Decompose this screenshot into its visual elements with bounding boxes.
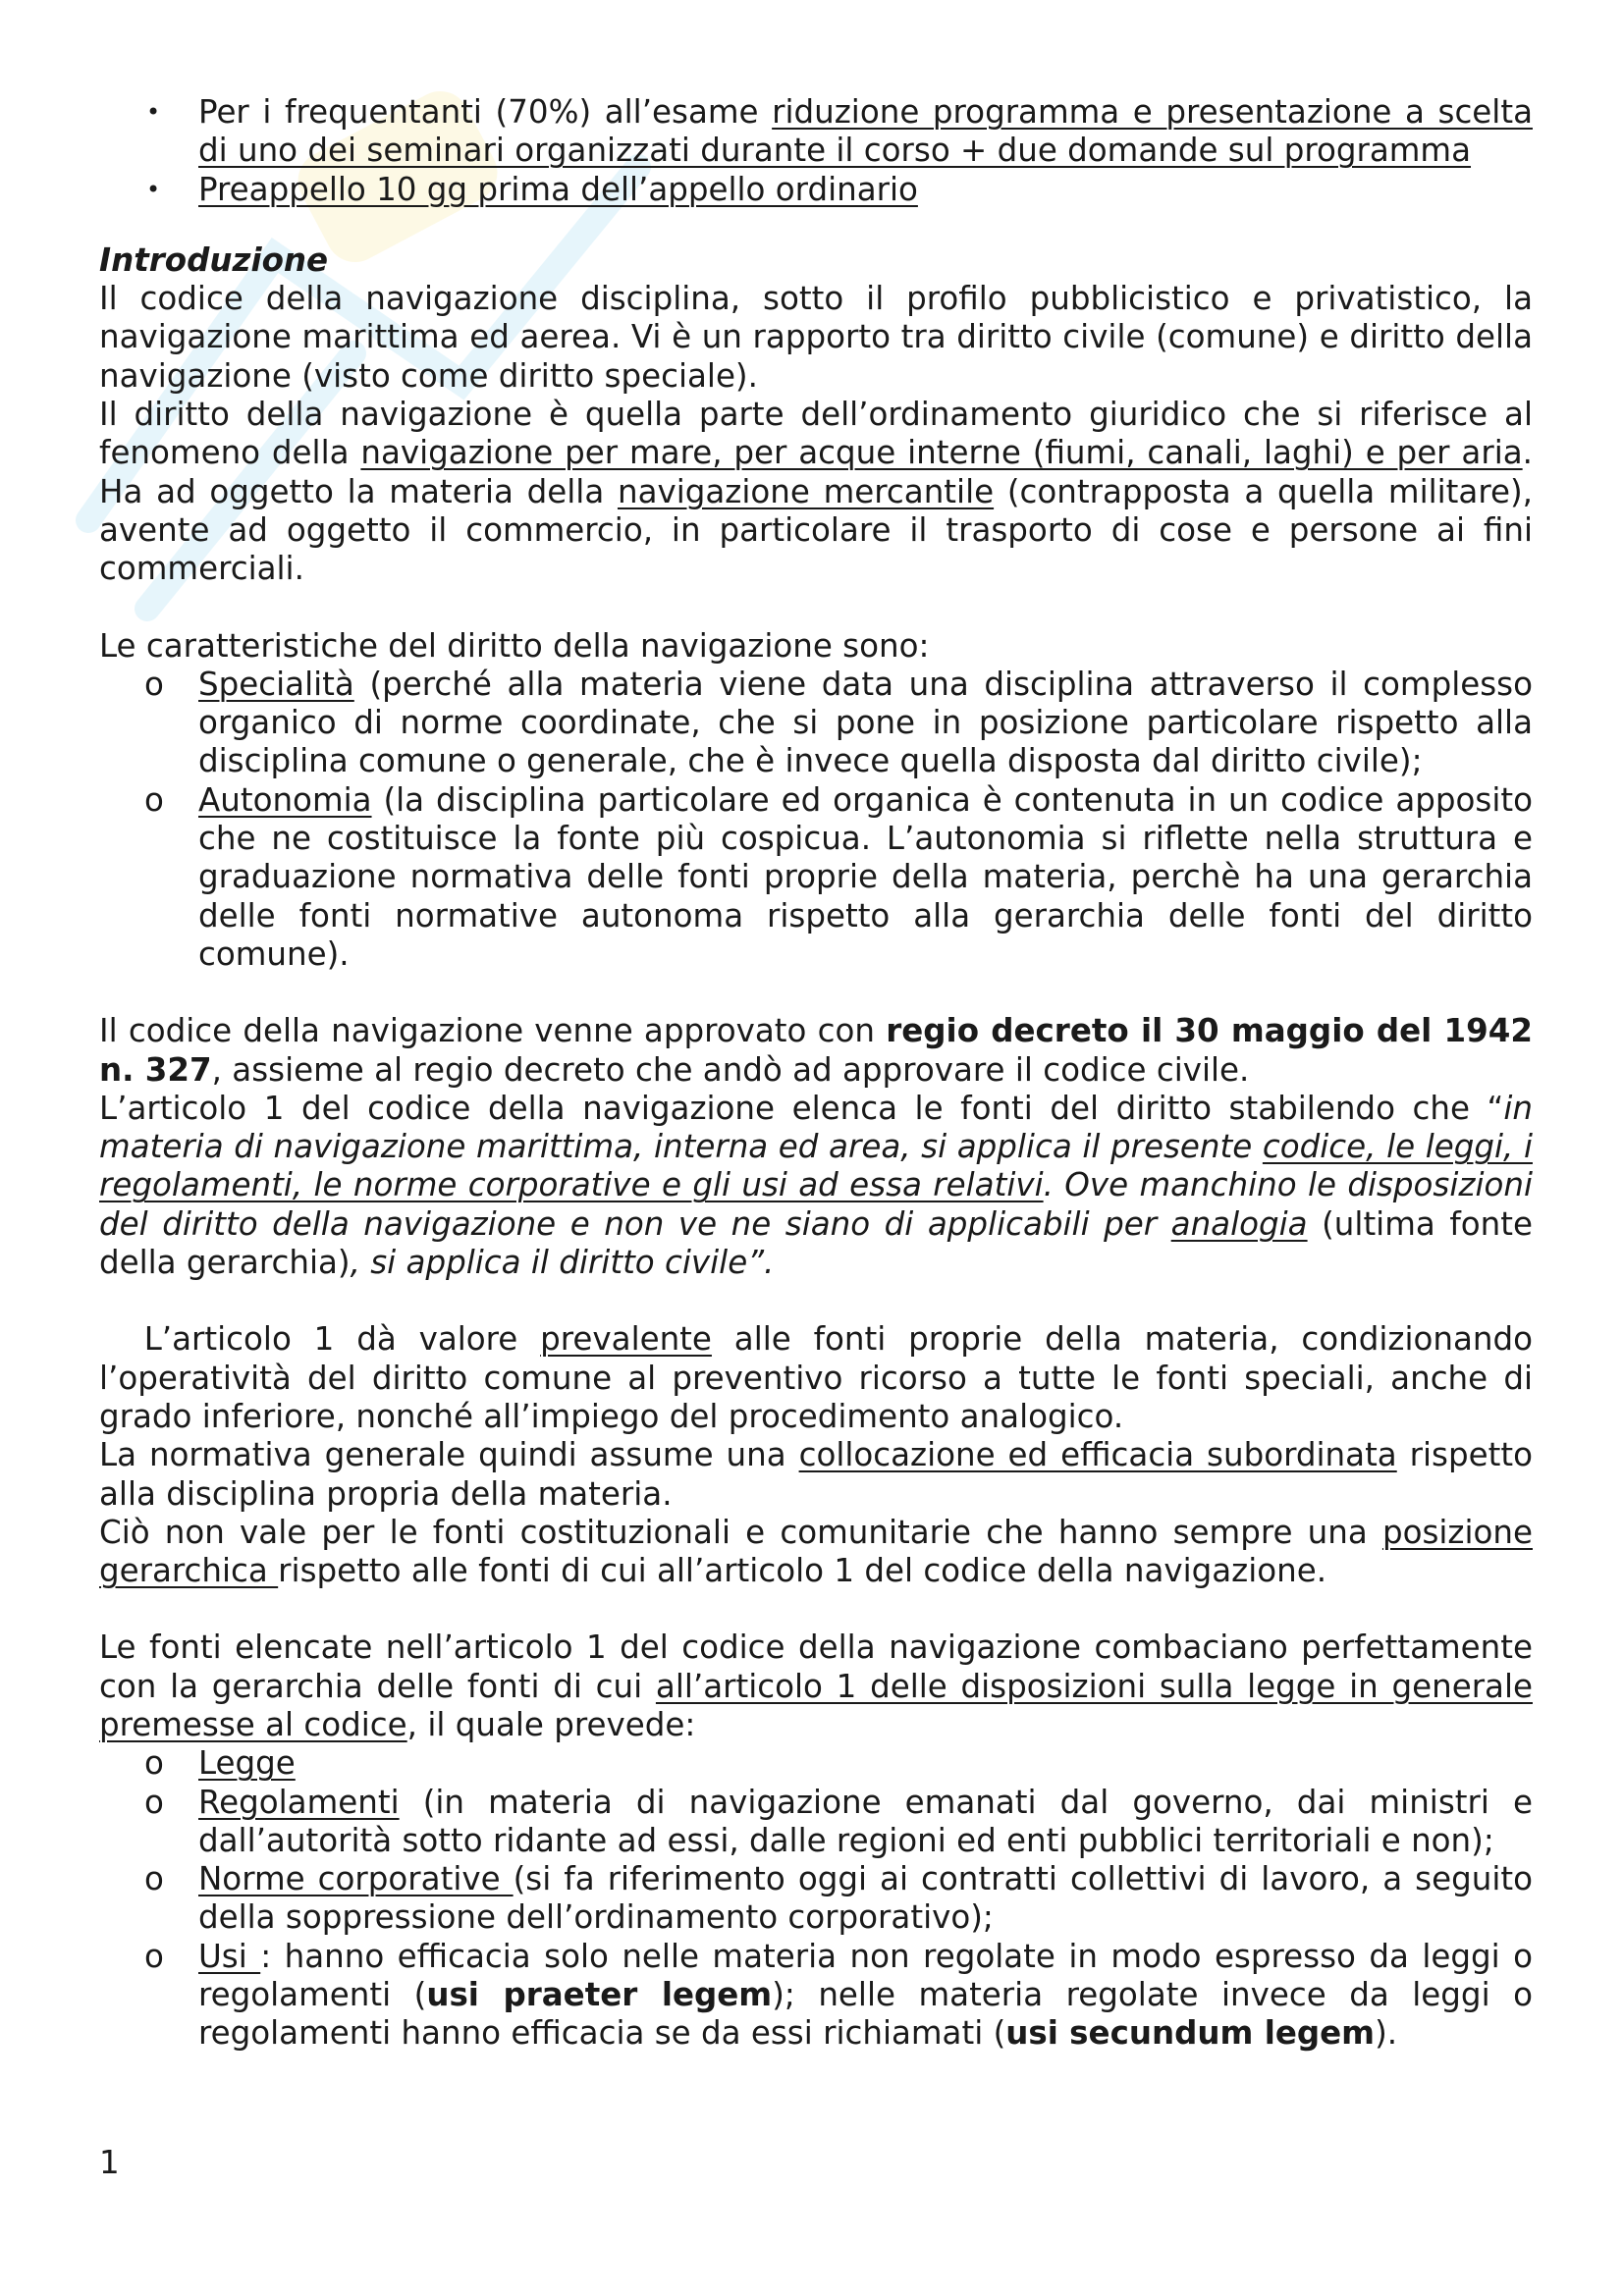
paragraph: L’articolo 1 dà valore prevalente alle fonti proprie della materia, condizionando l’operatività del diritto comune al preventivo ricorso a tutte le fonti speciali, anche di grado inferiore, nonché all’impiego del procedimento analogico. bbox=[99, 1320, 1543, 1435]
document-body bbox=[99, 93, 1543, 2054]
paragraph: Il codice della navigazione venne approvato con regio decreto il 30 maggio del 1942 n. 327, assieme al regio decreto che andò ad approvare il codice civile. bbox=[99, 1012, 1533, 1089]
list-marker: o bbox=[144, 1860, 164, 1898]
bold-text: usi secundum legem bbox=[1005, 2014, 1376, 2053]
bullet-marker: • bbox=[146, 175, 161, 203]
paragraph: L’articolo 1 del codice della navigazione elenca le fonti del diritto stabilendo che “in materia di navigazione marittima, interna ed area, si applica il presente codice, le leggi, i regolamenti, le norme corporative e gli usi ad essa relativi. Ove manchino le disposizioni del diritto della navigazione e non ve ne siano di applicabili per analogia (ultima fonte della gerarchia), si applica il diritto civile”. bbox=[99, 1089, 1533, 1282]
sub-list bbox=[99, 1744, 1533, 2053]
paragraph: Il diritto della navigazione è quella parte dell’ordinamento giuridico che si riferisce al fenomeno della navigazione per mare, per acque interne (fiumi, canali, laghi) e per aria. Ha ad oggetto la materia della navigazione mercantile (contrapposta a quella militare), avente ad oggetto il commercio, in particolare il trasporto di cose e persone ai fini commerciali. bbox=[99, 396, 1533, 588]
bullet-list bbox=[99, 93, 1533, 209]
bold-text: usi praeter legem bbox=[426, 1976, 773, 2014]
paragraph: La normativa generale quindi assume una collocazione ed efficacia subordinata rispetto alla disciplina propria della materia. bbox=[99, 1436, 1533, 1513]
sub-list bbox=[99, 666, 1533, 974]
term: Usi bbox=[198, 1937, 261, 1975]
underlined-text: navigazione per mare, per acque interne (fiumi, canali, laghi) e per aria bbox=[360, 434, 1523, 472]
underlined-text: Preappello 10 gg prima dell’appello ordinario bbox=[198, 170, 918, 208]
list-item bbox=[99, 93, 1533, 171]
bullet-text: Per i frequentanti (70%) all’esame bbox=[198, 93, 773, 131]
underlined-text: analogia bbox=[1170, 1204, 1308, 1243]
section-heading: Introduzione bbox=[99, 240, 329, 279]
term: Norme corporative bbox=[198, 1860, 514, 1898]
list-item: o Autonomia (la disciplina particolare ed organica è contenuta in un codice apposito che ne costituisce la fonte più cospicua. L’autonomia si riflette nella struttura e graduazione normativa delle fonti proprie della materia, perchè ha una gerarchia delle fonti normative autonoma rispetto alla gerarchia delle fonti del diritto comune). bbox=[144, 780, 1533, 973]
underlined-text: collocazione ed efficacia subordinata bbox=[798, 1436, 1397, 1474]
underlined-text: codice, le leggi, i regolamenti, le norme corporative e gli usi ad essa relativi bbox=[99, 1128, 1533, 1204]
list-item: o Specialità (perché alla materia viene data una disciplina attraverso il complesso organico di norme coordinate, che si pone in posizione particolare rispetto alla disciplina comune o generale, che è invece quella disposta dal diritto civile); bbox=[144, 665, 1533, 780]
list-item bbox=[99, 171, 1533, 209]
underlined-text: navigazione mercantile bbox=[617, 472, 995, 510]
list-marker: o bbox=[144, 1783, 164, 1821]
bullet-marker: • bbox=[146, 98, 161, 126]
list-marker: o bbox=[144, 1744, 164, 1783]
term: Legge bbox=[198, 1744, 296, 1783]
underlined-text: all’articolo 1 delle disposizioni sulla legge in generale premesse al codice bbox=[99, 1667, 1533, 1743]
term: Autonomia bbox=[198, 780, 372, 819]
list-marker: o bbox=[144, 1937, 164, 1975]
underlined-text: riduzione programma e presentazione a scelta di uno dei seminari organizzati durante il corso + due domande sul programma bbox=[198, 93, 1533, 170]
list-marker: o bbox=[144, 780, 164, 819]
underlined-text: posizione gerarchica bbox=[99, 1513, 1533, 1590]
underlined-text: prevalente bbox=[540, 1320, 712, 1359]
list-item: o Norme corporative (si fa riferimento oggi ai contratti collettivi di lavoro, a seguito della soppressione dell’ordinamento corporativo); bbox=[144, 1860, 1533, 1937]
list-item: o Regolamenti (in materia di navigazione emanati dal governo, dai ministri e dall’autorità sotto ridante ad essi, dalle regioni ed enti pubblici territoriali e non); bbox=[144, 1783, 1533, 1859]
list-item bbox=[99, 1744, 1533, 1783]
paragraph: Il codice della navigazione disciplina, sotto il profilo pubblicistico e privatistico, la navigazione marittima ed aerea. Vi è un rapporto tra diritto civile (comune) e diritto della navigazione (visto come diritto speciale). bbox=[99, 280, 1533, 395]
paragraph: Le fonti elencate nell’articolo 1 del codice della navigazione combaciano perfettamente con la gerarchia delle fonti di cui all’articolo 1 delle disposizioni sulla legge in generale premesse al codice, il quale prevede: bbox=[99, 1629, 1533, 1743]
paragraph: Le caratteristiche del diritto della navigazione sono: bbox=[99, 626, 930, 665]
term: Specialità bbox=[198, 665, 354, 703]
list-item: o Usi : hanno efficacia solo nelle materia non regolate in modo espresso da leggi o regolamenti (usi praeter legem); nelle materia regolate invece da leggi o regolamenti hanno efficacia se da essi richiamati (usi secundum legem). bbox=[144, 1937, 1533, 2053]
paragraph: Ciò non vale per le fonti costituzionali e comunitarie che hanno sempre una posizione gerarchica rispetto alle fonti di cui all’articolo 1 del codice della navigazione. bbox=[99, 1513, 1533, 1590]
list-marker: o bbox=[144, 665, 164, 703]
bold-text: regio decreto il 30 maggio del 1942 n. 327 bbox=[99, 1012, 1533, 1089]
term: Regolamenti bbox=[198, 1783, 400, 1821]
page-number: 1 bbox=[99, 2144, 120, 2181]
